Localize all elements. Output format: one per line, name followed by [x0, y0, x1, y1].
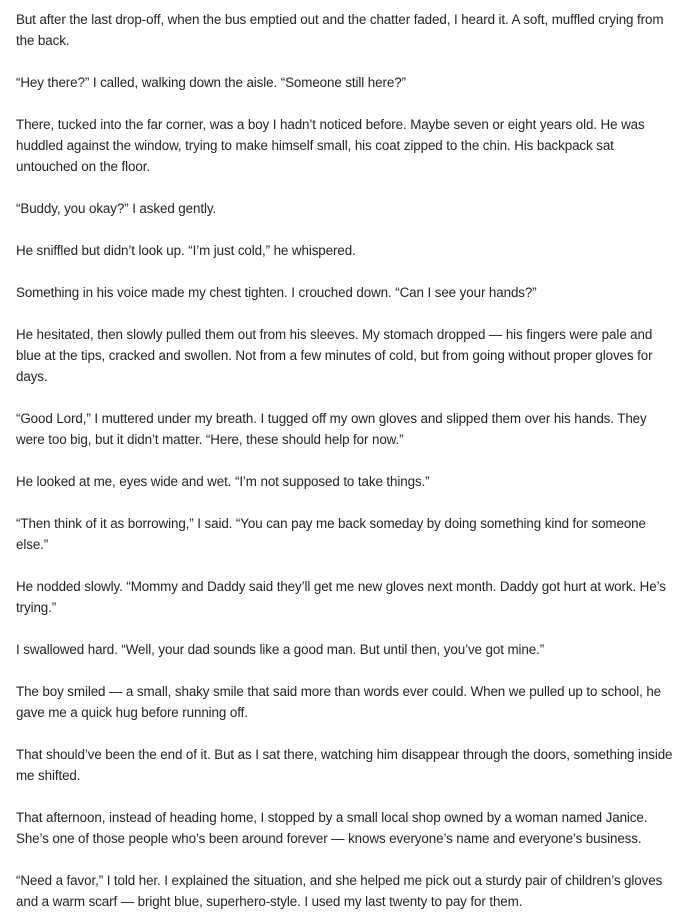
story-paragraph: But after the last drop-off, when the bus emptied out and the chatter faded, I heard it. A soft, muffled crying from the back.: [16, 12, 664, 48]
story-paragraph: There, tucked into the far corner, was a boy I hadn’t noticed before. Maybe seven or eight years old. He was huddled against the window, trying to make himself small, his coat zipped to the chin. His backpack sat untouched on the floor.: [16, 117, 645, 174]
story-paragraph: That should’ve been the end of it. But as I sat there, watching him disappear through the doors, something inside me shifted.: [16, 747, 673, 783]
story-paragraph: “Need a favor,” I told her. I explained the situation, and she helped me pick out a sturdy pair of children’s gloves and a warm scarf — bright blue, superhero-style. I used my last twenty to pay for them.: [16, 873, 663, 909]
story-paragraph: “Buddy, you okay?” I asked gently.: [16, 201, 217, 216]
story-paragraph: I swallowed hard. “Well, your dad sounds like a good man. But until then, you’ve got mine.”: [16, 642, 545, 657]
story-paragraph: “Then think of it as borrowing,” I said. “You can pay me back someday by doing something kind for someone else.”: [16, 516, 646, 552]
story-paragraph: The boy smiled — a small, shaky smile that said more than words ever could. When we pulled up to school, he gave me a quick hug before running off.: [16, 684, 662, 720]
story-paragraph: He sniffled but didn’t look up. “I’m just cold,” he whispered.: [16, 243, 356, 258]
story-paragraph: That afternoon, instead of heading home, I stopped by a small local shop owned by a woman named Janice. She’s one of those people who’s been around forever — knows everyone’s name and everyone’s business.: [16, 810, 648, 846]
story-paragraph: Something in his voice made my chest tighten. I crouched down. “Can I see your hands?”: [16, 285, 537, 300]
story-paragraph: He looked at me, eyes wide and wet. “I’m not supposed to take things.”: [16, 474, 430, 489]
story-paragraph: “Good Lord,” I muttered under my breath. I tugged off my own gloves and slipped them over his hands. They were too big, but it didn’t matter. “Here, these should help for now.”: [16, 411, 647, 447]
story-paragraph: He nodded slowly. “Mommy and Daddy said they’ll get me new gloves next month. Daddy got hurt at work. He’s trying.”: [16, 579, 666, 615]
story-paragraph: He hesitated, then slowly pulled them out from his sleeves. My stomach dropped — his fingers were pale and blue at the tips, cracked and swollen. Not from a few minutes of cold, but from going without proper gloves for days.: [16, 327, 653, 384]
story-paragraph: “Hey there?” I called, walking down the aisle. “Someone still here?”: [16, 75, 406, 90]
